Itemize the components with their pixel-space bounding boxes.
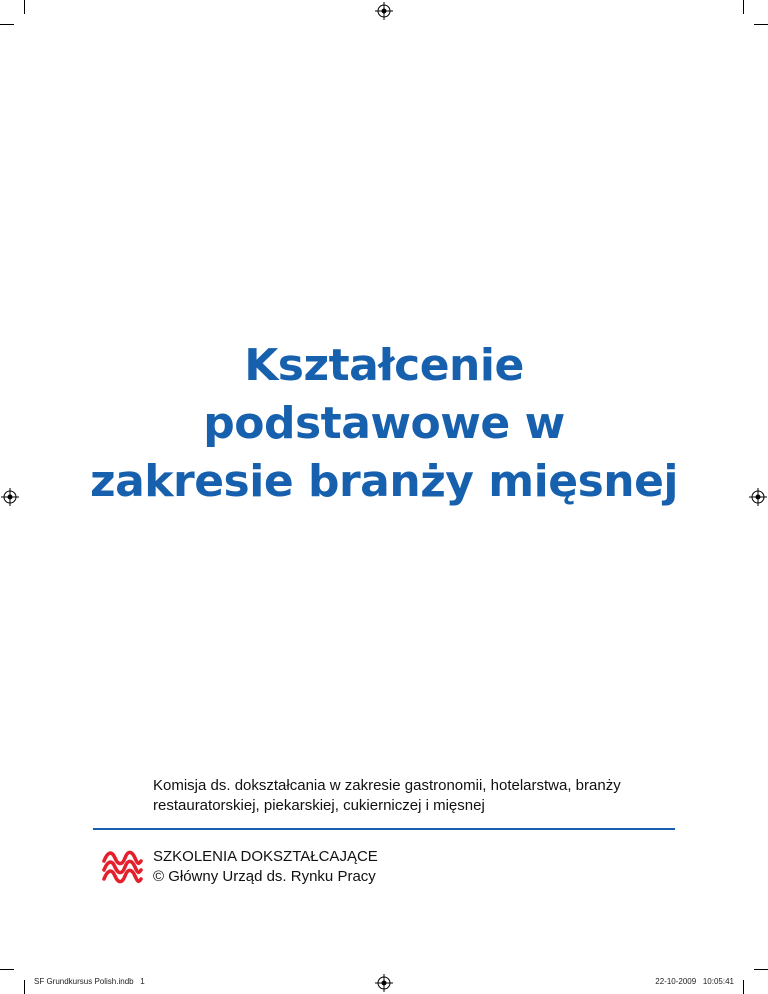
registration-mark-icon bbox=[373, 972, 395, 994]
crop-mark-icon bbox=[743, 980, 744, 994]
publisher-line-2: © Główny Urząd ds. Rynku Pracy bbox=[153, 868, 376, 885]
title-line-1: Kształcenie bbox=[244, 340, 524, 391]
crop-mark-icon bbox=[743, 0, 744, 14]
crop-mark-icon bbox=[754, 24, 768, 25]
divider-rule bbox=[93, 828, 675, 830]
wave-logo-icon bbox=[101, 847, 143, 887]
crop-mark-icon bbox=[24, 980, 25, 994]
committee-text bbox=[153, 776, 673, 816]
publisher-line-1: SZKOLENIA DOKSZTAŁCAJĄCE bbox=[153, 848, 378, 865]
crop-mark-icon bbox=[0, 969, 14, 970]
committee-line-1: Komisja ds. dokształcania w zakresie gastronomii, hotelarstwa, branży bbox=[153, 777, 621, 794]
publisher-text bbox=[153, 847, 378, 887]
print-slug-file: SF Grundkursus Polish.indb 1 bbox=[34, 977, 145, 986]
crop-mark-icon bbox=[754, 969, 768, 970]
title-line-2: podstawowe w bbox=[203, 398, 565, 449]
crop-mark-icon bbox=[24, 0, 25, 14]
committee-line-2: restauratorskiej, piekarskiej, cukierniczej i mięsnej bbox=[153, 797, 485, 814]
page-title bbox=[0, 337, 768, 511]
print-slug-timestamp: 22-10-2009 10:05:41 bbox=[655, 977, 734, 986]
title-line-3: zakresie branży mięsnej bbox=[89, 456, 679, 507]
registration-mark-icon bbox=[373, 0, 395, 22]
crop-mark-icon bbox=[0, 24, 14, 25]
